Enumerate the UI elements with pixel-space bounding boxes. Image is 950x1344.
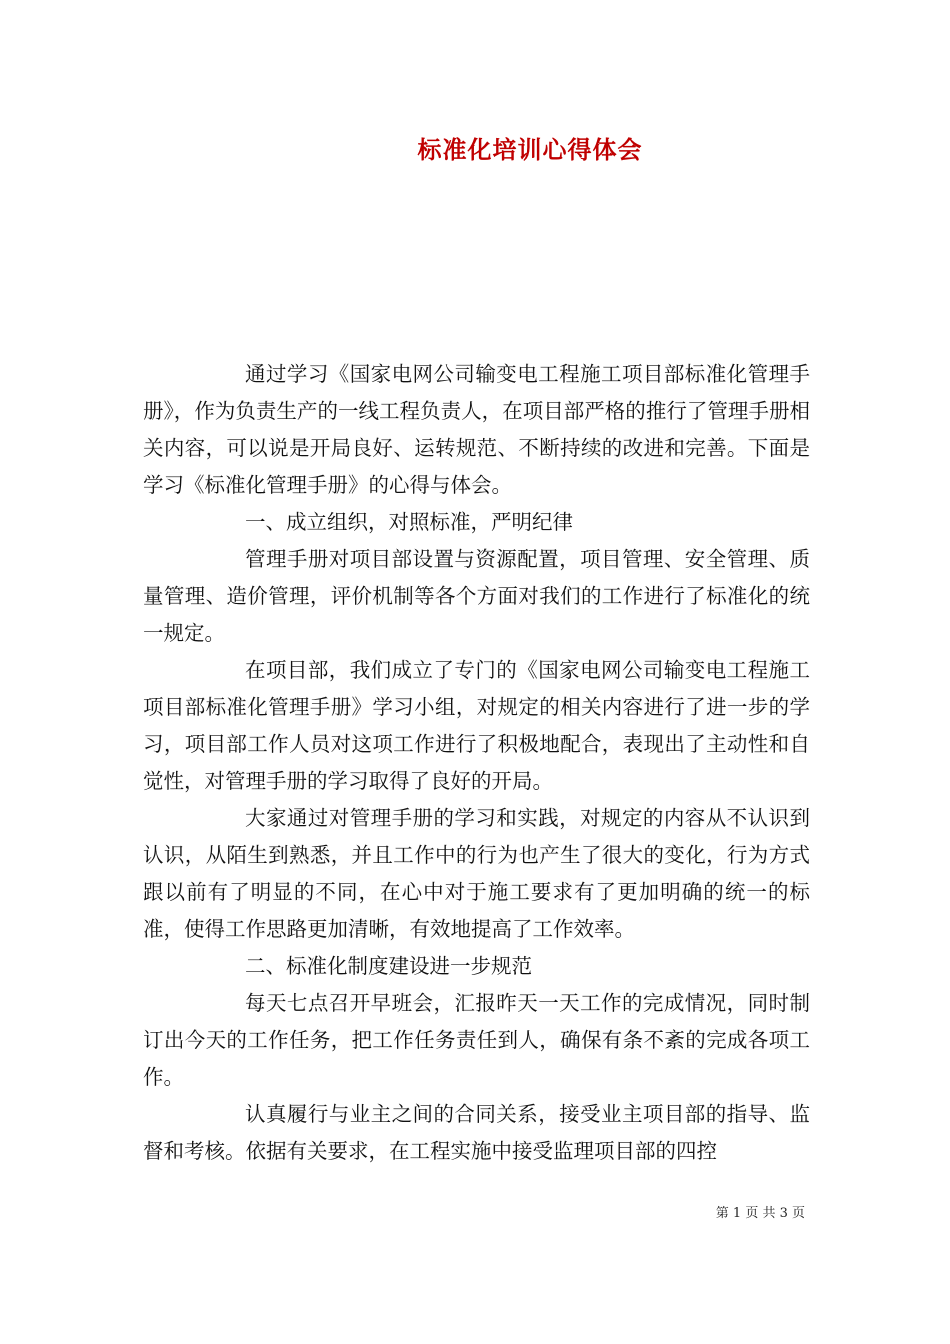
paragraph: 管理手册对项目部设置与资源配置，项目管理、安全管理、质量管理、造价管理，评价机制等各个方面对我们的工作进行了标准化的统一规定。 xyxy=(143,547,810,645)
section-heading: 二、标准化制度建设进一步规范 xyxy=(245,954,532,978)
paragraph: 大家通过对管理手册的学习和实践，对规定的内容从不认识到认识，从陌生到熟悉，并且工作中的行为也产生了很大的变化，行为方式跟以前有了明显的不同，在心中对于施工要求有了更加明确的统一的标准，使得工作思路更加清晰，有效地提高了工作效率。 xyxy=(143,806,810,941)
section-heading: 一、成立组织，对照标准，严明纪律 xyxy=(245,510,573,534)
paragraph: 认真履行与业主之间的合同关系，接受业主项目部的指导、监督和考核。依据有关要求，在工程实施中接受监理项目部的四控 xyxy=(143,1102,810,1163)
document-body xyxy=(143,356,810,1170)
paragraph: 每天七点召开早班会，汇报昨天一天工作的完成情况，同时制订出今天的工作任务，把工作任务责任到人，确保有条不紊的完成各项工作。 xyxy=(143,991,810,1089)
paragraph: 在项目部，我们成立了专门的《国家电网公司输变电工程施工项目部标准化管理手册》学习小组，对规定的相关内容进行了进一步的学习，项目部工作人员对这项工作进行了积极地配合，表现出了主动性和自觉性，对管理手册的学习取得了良好的开局。 xyxy=(143,658,810,793)
document-title: 标准化培训心得体会 xyxy=(417,135,643,164)
page-number-footer: 第 1 页 共 3 页 xyxy=(715,1206,805,1221)
paragraph: 通过学习《国家电网公司输变电工程施工项目部标准化管理手册》，作为负责生产的一线工程负责人，在项目部严格的推行了管理手册相关内容，可以说是开局良好、运转规范、不断持续的改进和完善。下面是学习《标准化管理手册》的心得与体会。 xyxy=(143,362,810,497)
